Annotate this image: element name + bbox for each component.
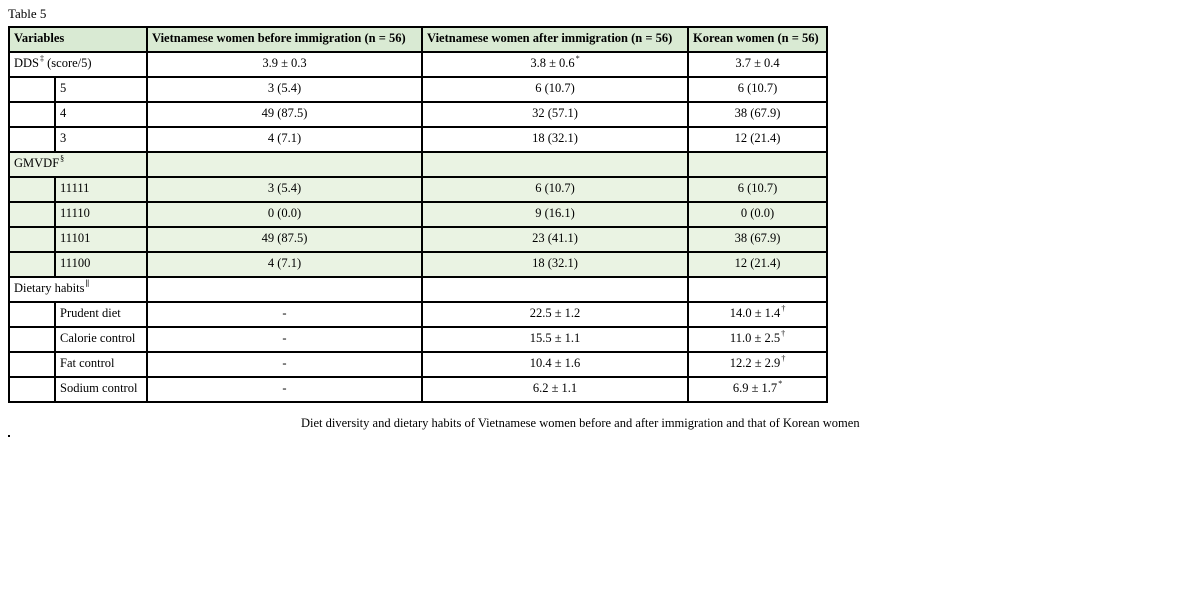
dds-label-footnote: ‡ bbox=[40, 53, 45, 63]
indent-cell bbox=[9, 177, 55, 202]
table-row bbox=[9, 302, 827, 327]
cell-korean: 38 (67.9) bbox=[688, 102, 827, 127]
period-mark bbox=[8, 435, 10, 437]
cell-after: 10.4 ± 1.6 bbox=[422, 352, 688, 377]
cell-korean: 14.0 ± 1.4 bbox=[729, 306, 781, 320]
cell-before: - bbox=[147, 302, 422, 327]
gmvdf-label-footnote: § bbox=[60, 153, 65, 163]
gmvdf-label-cell bbox=[9, 152, 147, 177]
cell-korean: 12.2 ± 2.9 bbox=[729, 356, 781, 370]
header-korean: Korean women (n = 56) bbox=[688, 27, 827, 52]
cell-before: 4 (7.1) bbox=[147, 252, 422, 277]
cell-korean: 38 (67.9) bbox=[688, 227, 827, 252]
cell-korean: 6.9 ± 1.7 bbox=[732, 381, 778, 395]
cell-before: 4 (7.1) bbox=[147, 127, 422, 152]
dds-after-footnote: * bbox=[575, 53, 580, 63]
cell-before: - bbox=[147, 327, 422, 352]
row-label: 11111 bbox=[55, 177, 147, 202]
cell-korean: 12 (21.4) bbox=[688, 127, 827, 152]
habits-label: Dietary habits bbox=[14, 281, 85, 295]
cell-korean-wrap bbox=[688, 377, 827, 402]
cell-before: 49 (87.5) bbox=[147, 102, 422, 127]
indent-cell bbox=[9, 252, 55, 277]
cell-korean-footnote: † bbox=[781, 328, 786, 338]
cell-before: 49 (87.5) bbox=[147, 227, 422, 252]
cell-korean-footnote: * bbox=[778, 378, 783, 388]
empty-cell bbox=[422, 152, 688, 177]
cell-after: 6 (10.7) bbox=[422, 77, 688, 102]
cell-before: 0 (0.0) bbox=[147, 202, 422, 227]
row-label: 11110 bbox=[55, 202, 147, 227]
row-label: Sodium control bbox=[55, 377, 147, 402]
table-row bbox=[9, 252, 827, 277]
row-label: Calorie control bbox=[55, 327, 147, 352]
cell-korean: 11.0 ± 2.5 bbox=[729, 331, 781, 345]
cell-korean: 6 (10.7) bbox=[688, 177, 827, 202]
indent-cell bbox=[9, 352, 55, 377]
indent-cell bbox=[9, 77, 55, 102]
dds-after-cell bbox=[422, 52, 688, 77]
dds-after: 3.8 ± 0.6 bbox=[530, 56, 575, 70]
data-table bbox=[8, 26, 828, 403]
table-row bbox=[9, 352, 827, 377]
cell-korean: 12 (21.4) bbox=[688, 252, 827, 277]
cell-after: 32 (57.1) bbox=[422, 102, 688, 127]
dds-before: 3.9 ± 0.3 bbox=[147, 52, 422, 77]
empty-cell bbox=[688, 152, 827, 177]
cell-korean-wrap bbox=[688, 352, 827, 377]
cell-after: 9 (16.1) bbox=[422, 202, 688, 227]
gmvdf-row bbox=[9, 152, 827, 177]
indent-cell bbox=[9, 377, 55, 402]
empty-cell bbox=[422, 277, 688, 302]
dds-korean: 3.7 ± 0.4 bbox=[688, 52, 827, 77]
dds-label: DDS bbox=[14, 56, 40, 70]
cell-before: 3 (5.4) bbox=[147, 177, 422, 202]
cell-korean-footnote: † bbox=[781, 353, 786, 363]
gmvdf-label: GMVDF bbox=[14, 156, 60, 170]
row-label: 3 bbox=[55, 127, 147, 152]
cell-korean: 6 (10.7) bbox=[688, 77, 827, 102]
header-before: Vietnamese women before immigration (n = 56) bbox=[147, 27, 422, 52]
cell-korean-wrap bbox=[688, 302, 827, 327]
cell-korean: 0 (0.0) bbox=[688, 202, 827, 227]
row-label: Fat control bbox=[55, 352, 147, 377]
cell-after: 15.5 ± 1.1 bbox=[422, 327, 688, 352]
empty-cell bbox=[147, 277, 422, 302]
indent-cell bbox=[9, 227, 55, 252]
table-row bbox=[9, 177, 827, 202]
table-row bbox=[9, 77, 827, 102]
indent-cell bbox=[9, 302, 55, 327]
cell-after: 18 (32.1) bbox=[422, 252, 688, 277]
empty-cell bbox=[147, 152, 422, 177]
indent-cell bbox=[9, 327, 55, 352]
habits-label-footnote: ∥ bbox=[85, 278, 90, 288]
row-label: 11100 bbox=[55, 252, 147, 277]
cell-after: 22.5 ± 1.2 bbox=[422, 302, 688, 327]
empty-cell bbox=[688, 277, 827, 302]
table-caption: Diet diversity and dietary habits of Vietnamese women before and after immigration and that of Korean women bbox=[301, 416, 860, 430]
cell-korean-wrap bbox=[688, 327, 827, 352]
table-row bbox=[9, 227, 827, 252]
indent-cell bbox=[9, 102, 55, 127]
cell-after: 6.2 ± 1.1 bbox=[422, 377, 688, 402]
table-row bbox=[9, 127, 827, 152]
dds-label-cell bbox=[9, 52, 147, 77]
table-row bbox=[9, 327, 827, 352]
header-row bbox=[9, 27, 827, 52]
habits-row bbox=[9, 277, 827, 302]
table-label: Table 5 bbox=[8, 6, 47, 21]
header-variables: Variables bbox=[9, 27, 147, 52]
cell-korean-footnote: † bbox=[781, 303, 786, 313]
indent-cell bbox=[9, 127, 55, 152]
cell-after: 6 (10.7) bbox=[422, 177, 688, 202]
cell-before: - bbox=[147, 377, 422, 402]
row-label: Prudent diet bbox=[55, 302, 147, 327]
row-label: 5 bbox=[55, 77, 147, 102]
indent-cell bbox=[9, 202, 55, 227]
cell-before: - bbox=[147, 352, 422, 377]
row-label: 11101 bbox=[55, 227, 147, 252]
cell-after: 23 (41.1) bbox=[422, 227, 688, 252]
dds-label-suffix: (score/5) bbox=[44, 56, 92, 70]
table-row bbox=[9, 102, 827, 127]
header-after: Vietnamese women after immigration (n = 56) bbox=[422, 27, 688, 52]
table-row bbox=[9, 202, 827, 227]
row-label: 4 bbox=[55, 102, 147, 127]
dds-row bbox=[9, 52, 827, 77]
cell-after: 18 (32.1) bbox=[422, 127, 688, 152]
cell-before: 3 (5.4) bbox=[147, 77, 422, 102]
habits-label-cell bbox=[9, 277, 147, 302]
table-row bbox=[9, 377, 827, 402]
